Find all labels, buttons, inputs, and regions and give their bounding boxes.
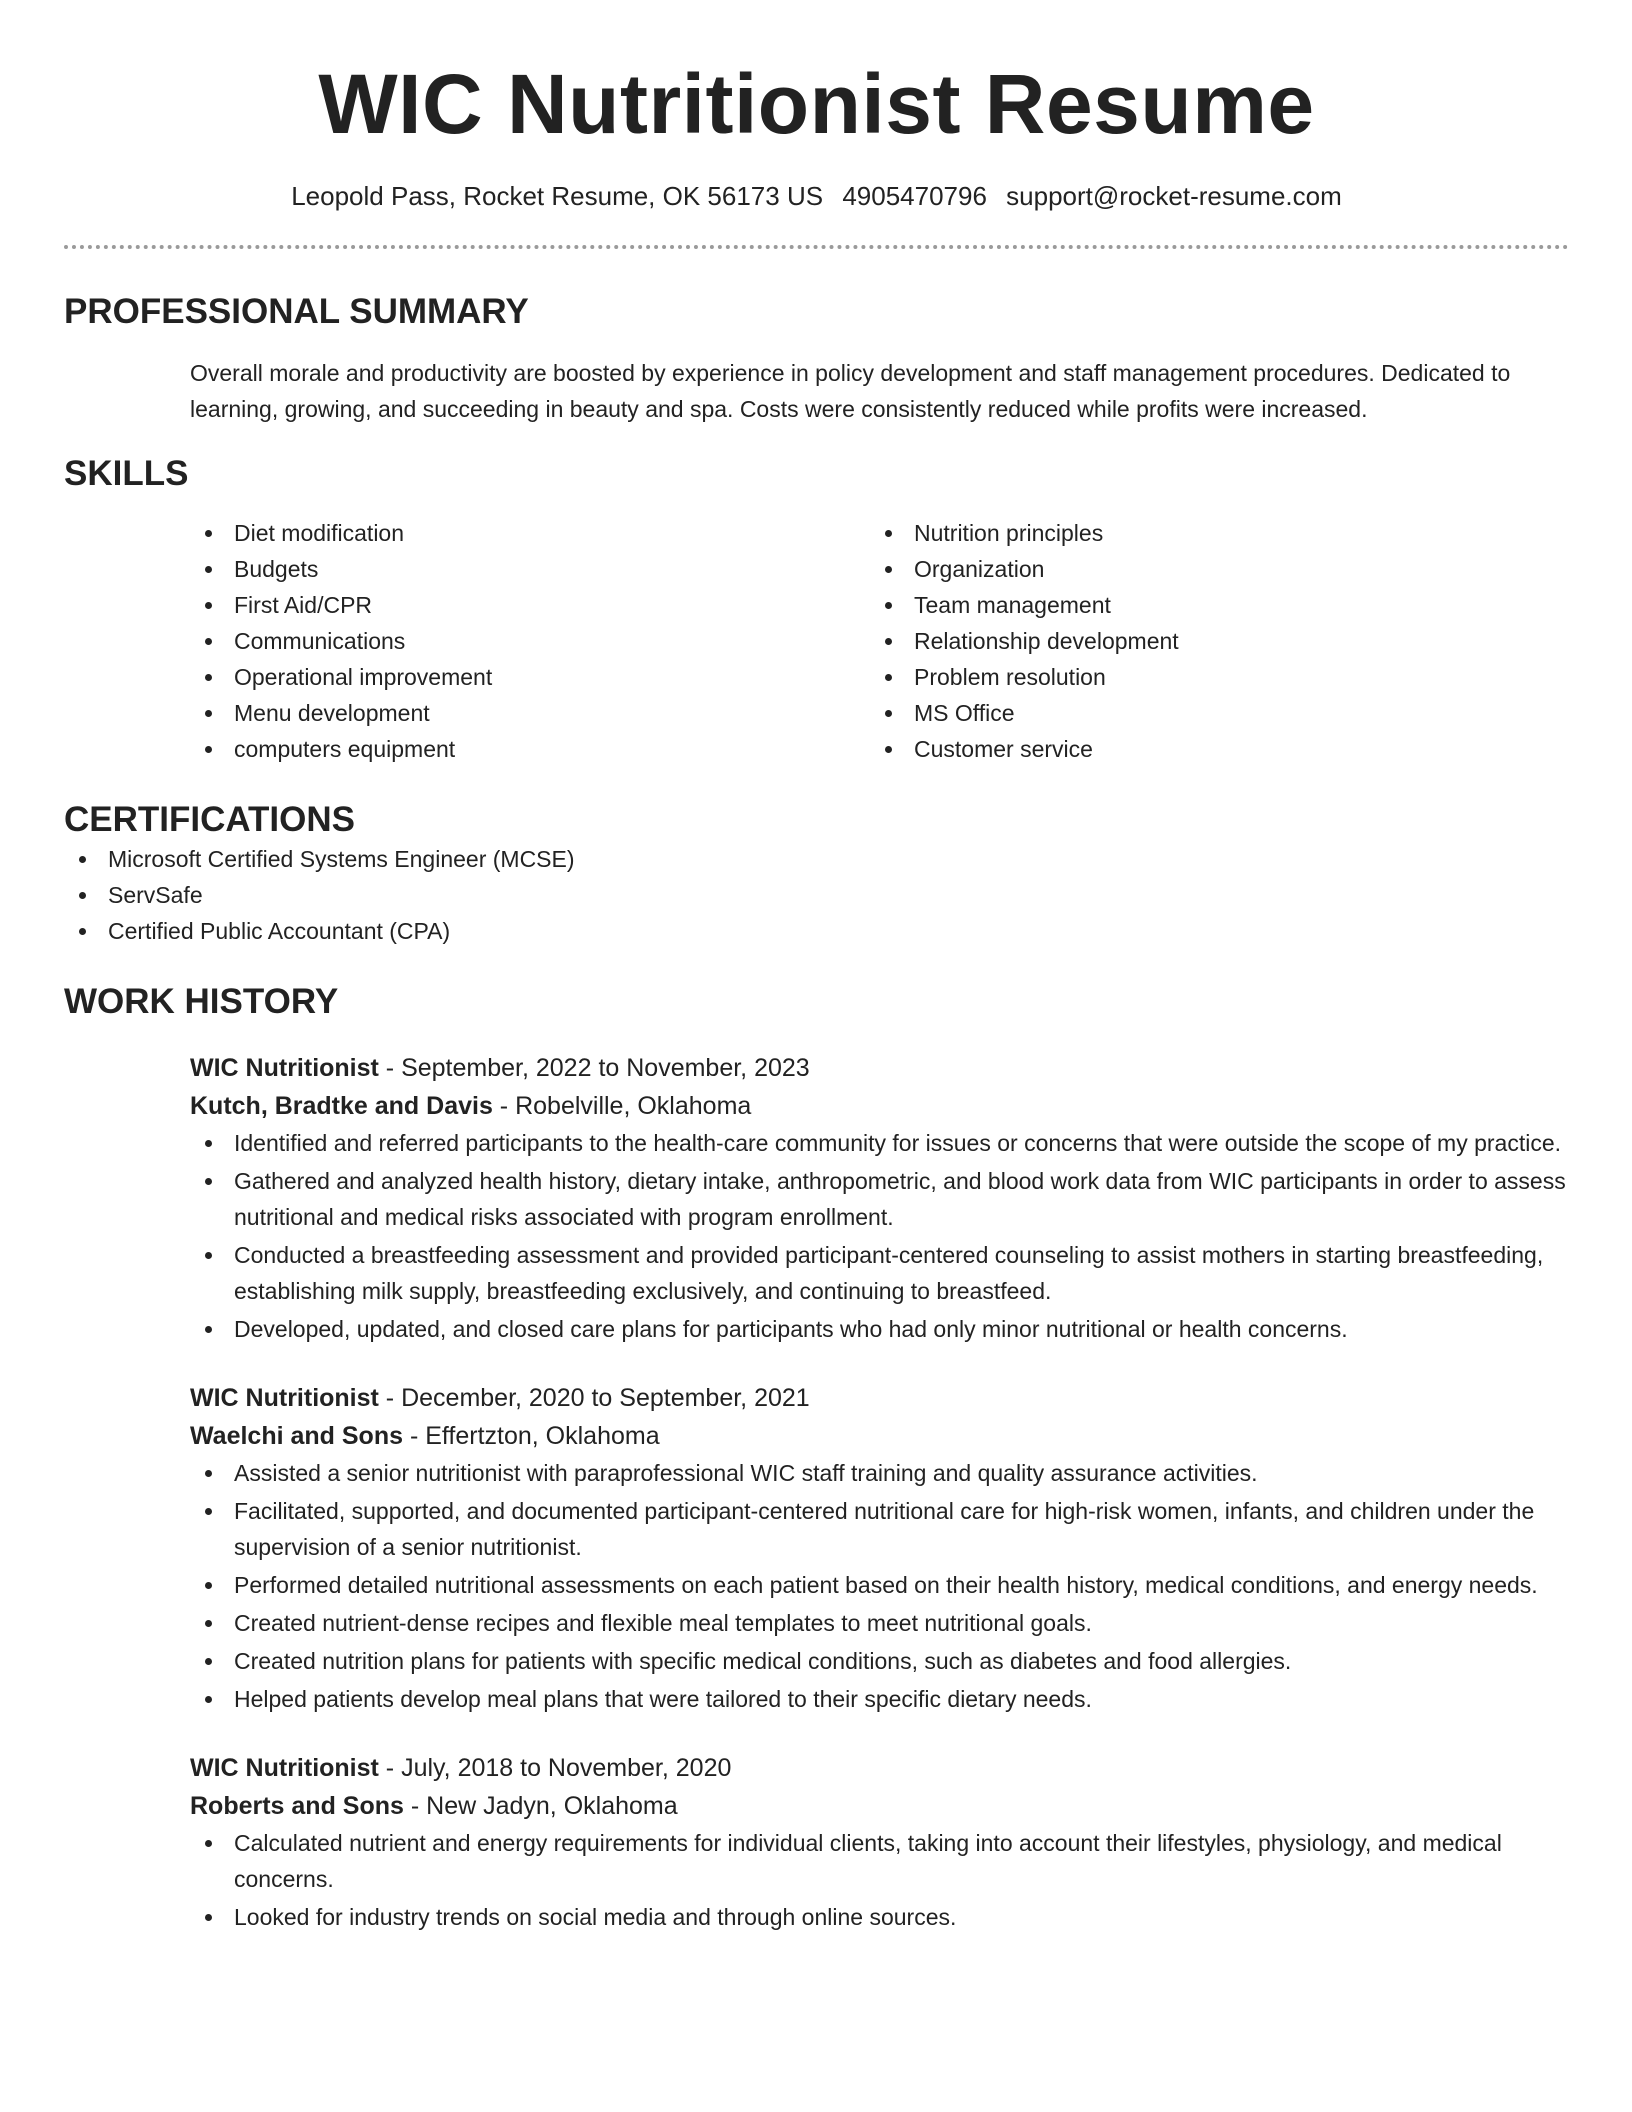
bullet-icon: [205, 530, 212, 537]
job-bullets: [190, 1455, 1569, 1717]
list-item: Gathered and analyzed health history, dietary intake, anthropometric, and blood work data from WIC participants in order to assess nutritional and medical risks associated with program enrollment.: [190, 1163, 1569, 1235]
list-item: Problem resolution: [870, 659, 1550, 695]
job-company: Kutch, Bradtke and Davis: [190, 1092, 493, 1120]
bullet-icon: [205, 710, 212, 717]
section-title-work-history: WORK HISTORY: [64, 982, 339, 1021]
job-title: WIC Nutritionist: [190, 1754, 379, 1782]
job-company-line: [190, 1787, 1569, 1825]
job-location: - New Jadyn, Oklahoma: [403, 1792, 678, 1820]
bullet-icon: [885, 674, 892, 681]
list-item: Customer service: [870, 731, 1550, 767]
section-title-skills: SKILLS: [64, 454, 189, 493]
bullet-icon: [205, 1620, 212, 1627]
job-title: WIC Nutritionist: [190, 1384, 379, 1412]
bullet-icon: [79, 892, 86, 899]
job-company-line: [190, 1417, 1569, 1455]
list-item: Conducted a breastfeeding assessment and provided participant-centered counseling to assist mothers in starting breastfeeding, establishing milk supply, breastfeeding exclusively, and continuing to breastfeed.: [190, 1237, 1569, 1309]
list-item: Operational improvement: [190, 659, 870, 695]
list-item: Calculated nutrient and energy requirements for individual clients, taking into account their lifestyles, physiology, and medical concerns.: [190, 1825, 1569, 1897]
skills-column-right: [870, 515, 1550, 767]
list-item: Budgets: [190, 551, 870, 587]
summary-text: Overall morale and productivity are boosted by experience in policy development and staff management procedures. Dedicated to learning, growing, and succeeding in beauty and spa. Costs were consistently reduced while profits were increased.: [190, 360, 1511, 422]
resume-title: WIC Nutritionist Resume: [318, 57, 1315, 151]
bullet-icon: [205, 1140, 212, 1147]
list-item: Diet modification: [190, 515, 870, 551]
bullet-icon: [205, 1840, 212, 1847]
job-company-line: [190, 1087, 1569, 1125]
section-title-summary: PROFESSIONAL SUMMARY: [64, 292, 529, 331]
job-company: Waelchi and Sons: [190, 1422, 404, 1450]
list-item: Developed, updated, and closed care plans for participants who had only minor nutritional or health concerns.: [190, 1311, 1569, 1347]
list-item: MS Office: [870, 695, 1550, 731]
bullet-icon: [885, 638, 892, 645]
job-location: - Effertzton, Oklahoma: [403, 1422, 660, 1450]
bullet-icon: [79, 928, 86, 935]
list-item: Communications: [190, 623, 870, 659]
contact-line: [64, 180, 1569, 212]
job-company: Roberts and Sons: [190, 1792, 404, 1820]
bullet-icon: [205, 746, 212, 753]
contact-address: Leopold Pass, Rocket Resume, OK 56173 US: [291, 181, 824, 211]
list-item: Helped patients develop meal plans that were tailored to their specific dietary needs.: [190, 1681, 1569, 1717]
job-dates: - September, 2022 to November, 2023: [378, 1054, 810, 1082]
list-item: Performed detailed nutritional assessments on each patient based on their health history, medical conditions, and energy needs.: [190, 1567, 1569, 1603]
job-dates: - December, 2020 to September, 2021: [378, 1384, 810, 1412]
contact-phone: 4905470796: [842, 181, 987, 211]
list-item: Created nutrition plans for patients with specific medical conditions, such as diabetes and food allergies.: [190, 1643, 1569, 1679]
bullet-icon: [885, 746, 892, 753]
bullet-icon: [205, 1252, 212, 1259]
skills-column-left: [190, 515, 870, 767]
bullet-icon: [885, 566, 892, 573]
list-item: First Aid/CPR: [190, 587, 870, 623]
list-item: Organization: [870, 551, 1550, 587]
skills-columns: [190, 515, 1569, 767]
bullet-icon: [205, 1696, 212, 1703]
bullet-icon: [885, 530, 892, 537]
certifications-list: [64, 841, 1569, 949]
job-title: WIC Nutritionist: [190, 1054, 379, 1082]
resume-page: [64, 0, 1569, 1937]
list-item: Certified Public Accountant (CPA): [64, 913, 1569, 949]
bullet-icon: [205, 674, 212, 681]
bullet-icon: [885, 602, 892, 609]
job-title-line: [190, 1049, 1569, 1087]
list-item: Menu development: [190, 695, 870, 731]
job-location: - Robelville, Oklahoma: [492, 1092, 752, 1120]
bullet-icon: [205, 1914, 212, 1921]
list-item: Team management: [870, 587, 1550, 623]
bullet-icon: [205, 1582, 212, 1589]
skills-list-left: [190, 515, 870, 767]
job-title-line: [190, 1379, 1569, 1417]
list-item: Assisted a senior nutritionist with paraprofessional WIC staff training and quality assurance activities.: [190, 1455, 1569, 1491]
job-entry: [190, 1379, 1569, 1717]
list-item: Identified and referred participants to the health-care community for issues or concerns that were outside the scope of my practice.: [190, 1125, 1569, 1161]
job-bullets: [190, 1825, 1569, 1935]
header-divider: [64, 245, 1569, 249]
job-title-line: [190, 1749, 1569, 1787]
job-entry: [190, 1749, 1569, 1935]
list-item: Looked for industry trends on social media and through online sources.: [190, 1899, 1569, 1935]
bullet-icon: [205, 602, 212, 609]
bullet-icon: [205, 566, 212, 573]
bullet-icon: [205, 638, 212, 645]
bullet-icon: [885, 710, 892, 717]
bullet-icon: [205, 1508, 212, 1515]
list-item: Nutrition principles: [870, 515, 1550, 551]
section-title-certifications: CERTIFICATIONS: [64, 800, 356, 839]
list-item: Microsoft Certified Systems Engineer (MCSE): [64, 841, 1569, 877]
bullet-icon: [79, 856, 86, 863]
bullet-icon: [205, 1178, 212, 1185]
job-bullets: [190, 1125, 1569, 1347]
bullet-icon: [205, 1658, 212, 1665]
job-dates: - July, 2018 to November, 2020: [378, 1754, 732, 1782]
contact-email: support@rocket-resume.com: [1006, 181, 1342, 211]
list-item: ServSafe: [64, 877, 1569, 913]
list-item: computers equipment: [190, 731, 870, 767]
list-item: Relationship development: [870, 623, 1550, 659]
bullet-icon: [205, 1470, 212, 1477]
list-item: Facilitated, supported, and documented participant-centered nutritional care for high-risk women, infants, and children under the supervision of a senior nutritionist.: [190, 1493, 1569, 1565]
list-item: Created nutrient-dense recipes and flexible meal templates to meet nutritional goals.: [190, 1605, 1569, 1641]
job-entry: [190, 1049, 1569, 1347]
bullet-icon: [205, 1326, 212, 1333]
skills-list-right: [870, 515, 1550, 767]
